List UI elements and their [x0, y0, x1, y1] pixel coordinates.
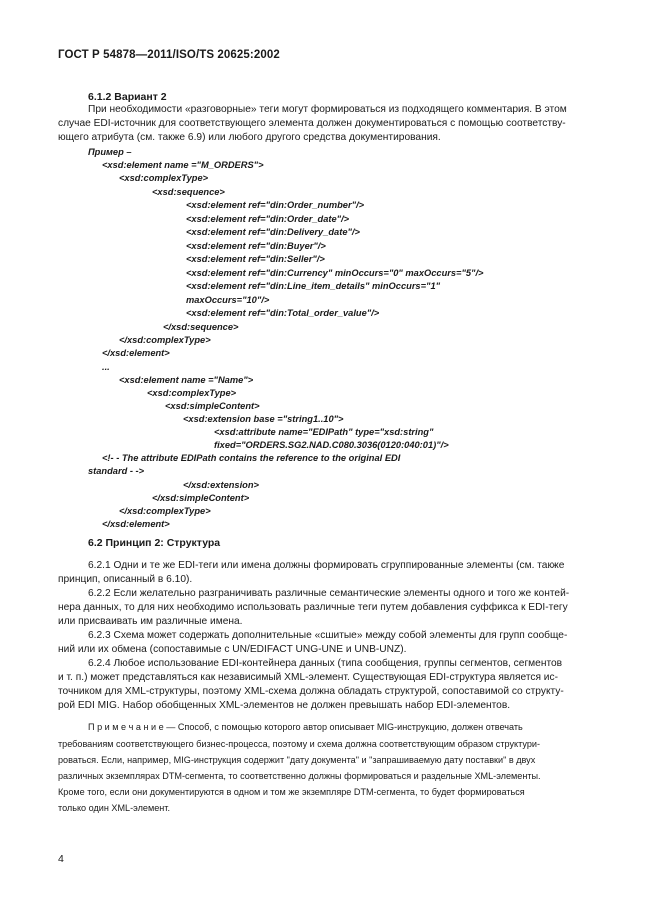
code-line: <xsd:element name ="Name"> [119, 375, 254, 385]
code-line: <xsd:element ref="din:Line_item_details" minOccurs="1" [186, 281, 441, 291]
paragraph-line: 6.2.2 Если желательно разграничивать различные семантические элементы одного и того же контей- [88, 588, 570, 599]
note-line: требованиям соответствующего бизнес-процесса, поэтому и схема должна соответствующим образом структури- [58, 739, 540, 749]
paragraph-line: случае EDI-источник для соответствующего элемента должен документироваться с помощью соответству- [58, 118, 566, 129]
paragraph-line: ний или их обмена (сопоставимые с UN/EDIFACT UNG-UNE и UNB-UNZ). [58, 644, 407, 655]
paragraph-line: 6.2.4 Любое использование EDI-контейнера данных (типа сообщения, группы сегментов, сегментов [88, 658, 563, 669]
paragraph-line: рой EDI MIG. Набор обобщенных XML-элементов не должен превышать набор EDI-элементов. [58, 700, 511, 711]
paragraph-line: При необходимости «разговорные» теги могут формироваться из подходящего комментария. В этом [88, 104, 567, 115]
example-label: Пример – [88, 147, 132, 157]
note-line: роваться. Если, например, MIG-инструкция содержит "дату документа" и "запрашиваемую дату поставки" в двух [58, 755, 536, 765]
code-line: </xsd:extension> [183, 480, 259, 490]
note-line: Кроме того, если они документируются в одном и том же экземпляре DTM-сегмента, то будет формироваться [58, 787, 525, 797]
paragraph-line: принцип, описанный в 6.10). [58, 574, 193, 585]
code-line: <xsd:complexType> [147, 388, 237, 398]
code-line: <xsd:element ref="din:Currency" minOccurs="0" maxOccurs="5"/> [186, 268, 484, 278]
note-line: различных экземплярах DTM-сегмента, то соответственно должны формироваться и раздельные XML-элементы. [58, 771, 541, 781]
code-line: maxOccurs="10"/> [186, 295, 270, 305]
code-line: <xsd:complexType> [119, 173, 209, 183]
code-line: <xsd:element ref="din:Delivery_date"/> [186, 227, 360, 237]
code-line: ... [102, 362, 110, 372]
code-line: <xsd:element ref="din:Total_order_value"/> [186, 308, 380, 318]
section-heading-6-2: 6.2 Принцип 2: Структура [88, 537, 221, 549]
code-line: <xsd:element ref="din:Order_number"/> [186, 200, 365, 210]
code-line: <xsd:simpleContent> [165, 401, 260, 411]
code-line: <xsd:element ref="din:Order_date"/> [186, 214, 350, 224]
paragraph-line: 6.2.3 Схема может содержать дополнительные «сшитые» между собой элементы для групп сообще- [88, 630, 568, 641]
page-number: 4 [58, 853, 64, 865]
paragraph-line: точником для XML-структуры, поэтому XML-схема должна обладать структурой, сопоставимой со структу- [58, 686, 564, 697]
code-line: <xsd:extension base ="string1..10"> [183, 414, 344, 424]
code-line: <xsd:element ref="din:Buyer"/> [186, 241, 326, 251]
note-line: П р и м е ч а н и е — Способ, с помощью которого автор описывает MIG-инструкцию, должен отвечать [88, 722, 523, 732]
code-line: </xsd:element> [102, 348, 170, 358]
paragraph-line: 6.2.1 Одни и те же EDI-теги или имена должны формировать сгруппированные элементы (см. также [88, 560, 565, 571]
code-line: <xsd:sequence> [152, 187, 225, 197]
paragraph-line: или присваивать им различные имена. [58, 616, 243, 627]
code-comment-line: <!- - The attribute EDIPath contains the reference to the original EDI [102, 453, 401, 463]
code-line: </xsd:simpleContent> [152, 493, 250, 503]
paragraph-line: нера данных, то для них необходимо использовать различные теги путем добавления суффикса к EDI-тегу [58, 602, 568, 613]
code-line: </xsd:element> [102, 519, 170, 529]
code-line: </xsd:complexType> [119, 335, 211, 345]
code-comment-line: standard - -> [88, 466, 145, 476]
section-heading-6-1-2: 6.1.2 Вариант 2 [88, 91, 167, 103]
note-line: только один XML-элемент. [58, 803, 170, 813]
paragraph-line: и т. п.) может представляться как независимый XML-элемент. Существующая EDI-структура является ис- [58, 672, 558, 683]
document-header: ГОСТ Р 54878—2011/ISO/TS 20625:2002 [58, 49, 280, 61]
code-line: fixed="ORDERS.SG2.NAD.C080.3036(0120:040:01)"/> [214, 440, 449, 450]
code-line: <xsd:element ref="din:Seller"/> [186, 254, 325, 264]
code-line: <xsd:attribute name="EDIPath" type="xsd:string" [214, 427, 434, 437]
code-line: </xsd:sequence> [163, 322, 239, 332]
paragraph-line: ющего атрибута (см. также 6.9) или любого другого средства документирования. [58, 132, 441, 143]
code-line: </xsd:complexType> [119, 506, 211, 516]
code-line: <xsd:element name ="M_ORDERS"> [102, 160, 264, 170]
